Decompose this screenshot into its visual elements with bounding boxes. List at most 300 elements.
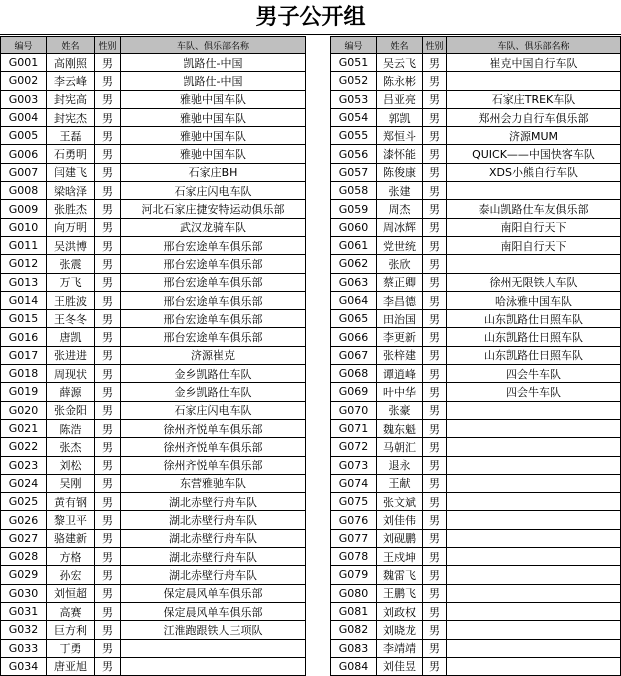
cell-id: G079 (331, 566, 377, 584)
table-row (331, 474, 621, 492)
table-row (331, 218, 621, 236)
cell-gender: 男 (423, 566, 447, 584)
cell-name: 郭凯 (377, 108, 423, 126)
table-row (331, 511, 621, 529)
cell-id: G008 (1, 182, 47, 200)
cell-team: 崔克中国自行车队 (447, 54, 621, 72)
cell-gender: 男 (95, 383, 121, 401)
table-row (331, 419, 621, 437)
cell-team (447, 566, 621, 584)
cell-name: 漆怀能 (377, 145, 423, 163)
cell-name: 叶中华 (377, 383, 423, 401)
cell-name: 刘政权 (377, 602, 423, 620)
header-gender: 性别 (95, 37, 121, 54)
cell-team: 金乡凯路仕车队 (121, 365, 306, 383)
cell-name: 王鹏飞 (377, 584, 423, 602)
cell-gender: 男 (95, 529, 121, 547)
cell-gender: 男 (95, 145, 121, 163)
cell-team: 南阳自行天下 (447, 236, 621, 254)
cell-name: 刘砚鹏 (377, 529, 423, 547)
table-row (1, 401, 306, 419)
cell-gender: 男 (423, 328, 447, 346)
table-row (331, 657, 621, 675)
cell-gender: 男 (423, 365, 447, 383)
cell-gender: 男 (95, 310, 121, 328)
cell-name: 陈浩 (47, 419, 95, 437)
cell-gender: 男 (95, 236, 121, 254)
cell-id: G060 (331, 218, 377, 236)
cell-id: G016 (1, 328, 47, 346)
table-row (331, 602, 621, 620)
cell-name: 王戍坤 (377, 548, 423, 566)
tables-container (0, 36, 621, 674)
table-row (331, 200, 621, 218)
cell-name: 张进进 (47, 346, 95, 364)
cell-id: G034 (1, 657, 47, 675)
table-row (1, 511, 306, 529)
cell-name: 魏东魁 (377, 419, 423, 437)
cell-name: 张震 (47, 255, 95, 273)
cell-id: G010 (1, 218, 47, 236)
header-gender: 性别 (423, 37, 447, 54)
cell-gender: 男 (95, 639, 121, 657)
cell-name: 唐亚旭 (47, 657, 95, 675)
table-row (331, 291, 621, 309)
table-row (1, 328, 306, 346)
cell-team (447, 419, 621, 437)
cell-id: G027 (1, 529, 47, 547)
cell-team (447, 657, 621, 675)
cell-id: G017 (1, 346, 47, 364)
header-id: 编号 (331, 37, 377, 54)
cell-gender: 男 (423, 511, 447, 529)
table-row (1, 182, 306, 200)
cell-id: G073 (331, 456, 377, 474)
cell-name: 刘松 (47, 456, 95, 474)
table-row (331, 127, 621, 145)
cell-gender: 男 (423, 108, 447, 126)
cell-name: 吴云飞 (377, 54, 423, 72)
cell-name: 巨方利 (47, 621, 95, 639)
cell-gender: 男 (423, 438, 447, 456)
cell-id: G003 (1, 90, 47, 108)
cell-name: 丁勇 (47, 639, 95, 657)
cell-id: G070 (331, 401, 377, 419)
cell-team: 徐州齐悦单车俱乐部 (121, 438, 306, 456)
table-row (1, 145, 306, 163)
cell-team: 山东凯路仕日照车队 (447, 346, 621, 364)
table-row (1, 108, 306, 126)
cell-team: 湖北赤壁行舟车队 (121, 511, 306, 529)
cell-team: 保定晨风单车俱乐部 (121, 584, 306, 602)
cell-name: 封宪高 (47, 90, 95, 108)
table-row (331, 72, 621, 90)
cell-id: G064 (331, 291, 377, 309)
table-row (1, 529, 306, 547)
table-row (331, 639, 621, 657)
cell-team: 保定晨风单车俱乐部 (121, 602, 306, 620)
table-row (331, 456, 621, 474)
cell-id: G084 (331, 657, 377, 675)
table-row (331, 182, 621, 200)
table-row (331, 163, 621, 181)
cell-id: G019 (1, 383, 47, 401)
cell-id: G004 (1, 108, 47, 126)
roster-body-left (1, 54, 306, 676)
cell-id: G066 (331, 328, 377, 346)
cell-team: 河北石家庄捷安特运动俱乐部 (121, 200, 306, 218)
cell-team (447, 255, 621, 273)
cell-name: 张梓建 (377, 346, 423, 364)
cell-team: 徐州齐悦单车俱乐部 (121, 419, 306, 437)
cell-team (447, 548, 621, 566)
cell-team: 泰山凯路仕车友俱乐部 (447, 200, 621, 218)
cell-team: 济源MUM (447, 127, 621, 145)
header-name: 姓名 (47, 37, 95, 54)
table-row (331, 328, 621, 346)
table-row (1, 346, 306, 364)
cell-name: 吴刚 (47, 474, 95, 492)
cell-name: 向万明 (47, 218, 95, 236)
cell-id: G071 (331, 419, 377, 437)
cell-name: 黄有钢 (47, 493, 95, 511)
cell-name: 梁晗泽 (47, 182, 95, 200)
cell-team (447, 511, 621, 529)
table-row (331, 621, 621, 639)
cell-gender: 男 (423, 383, 447, 401)
cell-team: XDS小熊自行车队 (447, 163, 621, 181)
cell-name: 刘佳昱 (377, 657, 423, 675)
cell-gender: 男 (423, 218, 447, 236)
table-row (1, 419, 306, 437)
cell-name: 吕亚亮 (377, 90, 423, 108)
cell-name: 李更新 (377, 328, 423, 346)
cell-gender: 男 (423, 255, 447, 273)
cell-gender: 男 (95, 621, 121, 639)
cell-team: 郑州会力自行车俱乐部 (447, 108, 621, 126)
cell-gender: 男 (423, 346, 447, 364)
table-row (331, 548, 621, 566)
cell-team: 湖北赤壁行舟车队 (121, 566, 306, 584)
cell-team (447, 438, 621, 456)
cell-gender: 男 (95, 365, 121, 383)
cell-gender: 男 (95, 255, 121, 273)
cell-name: 魏雷飞 (377, 566, 423, 584)
cell-id: G078 (331, 548, 377, 566)
cell-name: 刘晓龙 (377, 621, 423, 639)
table-row (331, 529, 621, 547)
cell-gender: 男 (423, 639, 447, 657)
table-row (331, 365, 621, 383)
cell-id: G061 (331, 236, 377, 254)
cell-gender: 男 (95, 511, 121, 529)
cell-team: 武汉龙骑车队 (121, 218, 306, 236)
cell-name: 万飞 (47, 273, 95, 291)
cell-id: G053 (331, 90, 377, 108)
cell-id: G081 (331, 602, 377, 620)
cell-name: 周现状 (47, 365, 95, 383)
table-row (331, 346, 621, 364)
table-row (331, 54, 621, 72)
cell-id: G055 (331, 127, 377, 145)
cell-name: 郑恒斗 (377, 127, 423, 145)
cell-team (447, 456, 621, 474)
cell-gender: 男 (423, 273, 447, 291)
cell-name: 李昌德 (377, 291, 423, 309)
cell-team: 哈泳雅中国车队 (447, 291, 621, 309)
cell-gender: 男 (423, 291, 447, 309)
cell-gender: 男 (95, 602, 121, 620)
table-row (1, 621, 306, 639)
cell-team (121, 657, 306, 675)
cell-team (447, 584, 621, 602)
table-row (1, 456, 306, 474)
cell-id: G083 (331, 639, 377, 657)
table-header-row (331, 37, 621, 54)
cell-id: G075 (331, 493, 377, 511)
cell-id: G020 (1, 401, 47, 419)
table-row (1, 566, 306, 584)
table-header-row (1, 37, 306, 54)
header-team: 车队、俱乐部名称 (447, 37, 621, 54)
cell-team: 山东凯路仕日照车队 (447, 328, 621, 346)
cell-gender: 男 (423, 127, 447, 145)
cell-team (121, 639, 306, 657)
table-row (331, 236, 621, 254)
cell-name: 张杰 (47, 438, 95, 456)
cell-name: 孙宏 (47, 566, 95, 584)
cell-name: 党世统 (377, 236, 423, 254)
cell-gender: 男 (95, 127, 121, 145)
cell-id: G032 (1, 621, 47, 639)
table-row (1, 383, 306, 401)
cell-gender: 男 (423, 456, 447, 474)
header-id: 编号 (1, 37, 47, 54)
cell-name: 高刚照 (47, 54, 95, 72)
cell-gender: 男 (95, 200, 121, 218)
cell-team: 邢台宏途单车俱乐部 (121, 273, 306, 291)
cell-gender: 男 (423, 548, 447, 566)
table-row (1, 273, 306, 291)
roster-table-right (330, 36, 621, 676)
cell-name: 高赛 (47, 602, 95, 620)
cell-gender: 男 (423, 584, 447, 602)
cell-id: G054 (331, 108, 377, 126)
cell-gender: 男 (423, 529, 447, 547)
cell-id: G080 (331, 584, 377, 602)
table-row (1, 90, 306, 108)
cell-team: 四会牛车队 (447, 383, 621, 401)
header-team: 车队、俱乐部名称 (121, 37, 306, 54)
cell-gender: 男 (95, 54, 121, 72)
cell-name: 薛源 (47, 383, 95, 401)
table-row (331, 310, 621, 328)
cell-team (447, 72, 621, 90)
header-name: 姓名 (377, 37, 423, 54)
table-row (1, 163, 306, 181)
cell-gender: 男 (95, 218, 121, 236)
cell-name: 陈永彬 (377, 72, 423, 90)
cell-id: G028 (1, 548, 47, 566)
cell-team: 雅驰中国车队 (121, 127, 306, 145)
cell-team (447, 621, 621, 639)
cell-team: 石家庄闪电车队 (121, 182, 306, 200)
cell-id: G013 (1, 273, 47, 291)
cell-team: 凯路仕-中国 (121, 54, 306, 72)
cell-id: G009 (1, 200, 47, 218)
cell-id: G072 (331, 438, 377, 456)
cell-gender: 男 (95, 548, 121, 566)
cell-team: 徐州无限铁人车队 (447, 273, 621, 291)
table-row (1, 255, 306, 273)
table-row (1, 639, 306, 657)
cell-name: 刘恒超 (47, 584, 95, 602)
cell-gender: 男 (423, 401, 447, 419)
cell-id: G007 (1, 163, 47, 181)
cell-gender: 男 (95, 456, 121, 474)
cell-gender: 男 (95, 108, 121, 126)
table-row (1, 236, 306, 254)
table-row (1, 365, 306, 383)
cell-id: G006 (1, 145, 47, 163)
cell-team: 江淮跑跟铁人三项队 (121, 621, 306, 639)
table-row (331, 383, 621, 401)
cell-team: 雅驰中国车队 (121, 108, 306, 126)
cell-team: 东营雅驰车队 (121, 474, 306, 492)
cell-name: 张欣 (377, 255, 423, 273)
cell-team (447, 639, 621, 657)
cell-gender: 男 (423, 493, 447, 511)
page-title: 男子公开组 (0, 0, 621, 35)
cell-gender: 男 (423, 236, 447, 254)
cell-gender: 男 (95, 493, 121, 511)
table-row (1, 584, 306, 602)
cell-name: 封宪杰 (47, 108, 95, 126)
cell-name: 闫建飞 (47, 163, 95, 181)
table-row (1, 657, 306, 675)
cell-id: G025 (1, 493, 47, 511)
cell-name: 谭逍峰 (377, 365, 423, 383)
table-row (331, 584, 621, 602)
cell-id: G058 (331, 182, 377, 200)
table-row (331, 493, 621, 511)
cell-team: 邢台宏途单车俱乐部 (121, 255, 306, 273)
table-row (1, 291, 306, 309)
table-row (1, 218, 306, 236)
cell-name: 蔡正卿 (377, 273, 423, 291)
cell-team (447, 493, 621, 511)
roster-body-right (331, 54, 621, 676)
cell-id: G068 (331, 365, 377, 383)
cell-team: 邢台宏途单车俱乐部 (121, 310, 306, 328)
cell-name: 方格 (47, 548, 95, 566)
cell-gender: 男 (423, 602, 447, 620)
cell-name: 刘佳伟 (377, 511, 423, 529)
cell-team: 金乡凯路仕车队 (121, 383, 306, 401)
cell-name: 张胜杰 (47, 200, 95, 218)
cell-team: 邢台宏途单车俱乐部 (121, 328, 306, 346)
cell-id: G077 (331, 529, 377, 547)
cell-gender: 男 (95, 401, 121, 419)
cell-team: 湖北赤壁行舟车队 (121, 493, 306, 511)
cell-gender: 男 (423, 657, 447, 675)
cell-id: G062 (331, 255, 377, 273)
table-row (331, 108, 621, 126)
cell-gender: 男 (95, 182, 121, 200)
cell-id: G018 (1, 365, 47, 383)
cell-id: G030 (1, 584, 47, 602)
cell-team (447, 474, 621, 492)
table-row (331, 401, 621, 419)
cell-gender: 男 (423, 90, 447, 108)
cell-id: G067 (331, 346, 377, 364)
cell-id: G012 (1, 255, 47, 273)
cell-id: G074 (331, 474, 377, 492)
cell-gender: 男 (95, 291, 121, 309)
table-row (331, 255, 621, 273)
cell-id: G011 (1, 236, 47, 254)
cell-gender: 男 (95, 90, 121, 108)
table-row (331, 145, 621, 163)
cell-id: G033 (1, 639, 47, 657)
table-row (1, 493, 306, 511)
table-row (331, 273, 621, 291)
cell-gender: 男 (423, 621, 447, 639)
cell-id: G052 (331, 72, 377, 90)
cell-name: 王胜波 (47, 291, 95, 309)
cell-name: 周杰 (377, 200, 423, 218)
table-row (1, 548, 306, 566)
cell-name: 王献 (377, 474, 423, 492)
table-row (1, 310, 306, 328)
cell-team: 山东凯路仕日照车队 (447, 310, 621, 328)
cell-id: G026 (1, 511, 47, 529)
cell-team: 四会牛车队 (447, 365, 621, 383)
cell-gender: 男 (95, 419, 121, 437)
cell-gender: 男 (95, 72, 121, 90)
cell-name: 骆建新 (47, 529, 95, 547)
cell-name: 张文斌 (377, 493, 423, 511)
cell-team: 湖北赤壁行舟车队 (121, 529, 306, 547)
cell-gender: 男 (423, 200, 447, 218)
cell-team: 南阳自行天下 (447, 218, 621, 236)
cell-gender: 男 (423, 163, 447, 181)
table-row (1, 54, 306, 72)
table-row (331, 566, 621, 584)
cell-gender: 男 (423, 310, 447, 328)
table-row (331, 438, 621, 456)
cell-gender: 男 (423, 419, 447, 437)
cell-gender: 男 (95, 438, 121, 456)
cell-gender: 男 (95, 474, 121, 492)
cell-team: 徐州齐悦单车俱乐部 (121, 456, 306, 474)
table-row (1, 474, 306, 492)
cell-gender: 男 (423, 145, 447, 163)
cell-name: 马朝汇 (377, 438, 423, 456)
cell-name: 王冬冬 (47, 310, 95, 328)
cell-id: G014 (1, 291, 47, 309)
cell-name: 吴洪博 (47, 236, 95, 254)
cell-id: G022 (1, 438, 47, 456)
cell-team (447, 529, 621, 547)
cell-name: 黎卫平 (47, 511, 95, 529)
cell-id: G056 (331, 145, 377, 163)
cell-team: 石家庄TREK车队 (447, 90, 621, 108)
table-row (1, 602, 306, 620)
cell-gender: 男 (423, 54, 447, 72)
cell-gender: 男 (95, 346, 121, 364)
cell-id: G051 (331, 54, 377, 72)
